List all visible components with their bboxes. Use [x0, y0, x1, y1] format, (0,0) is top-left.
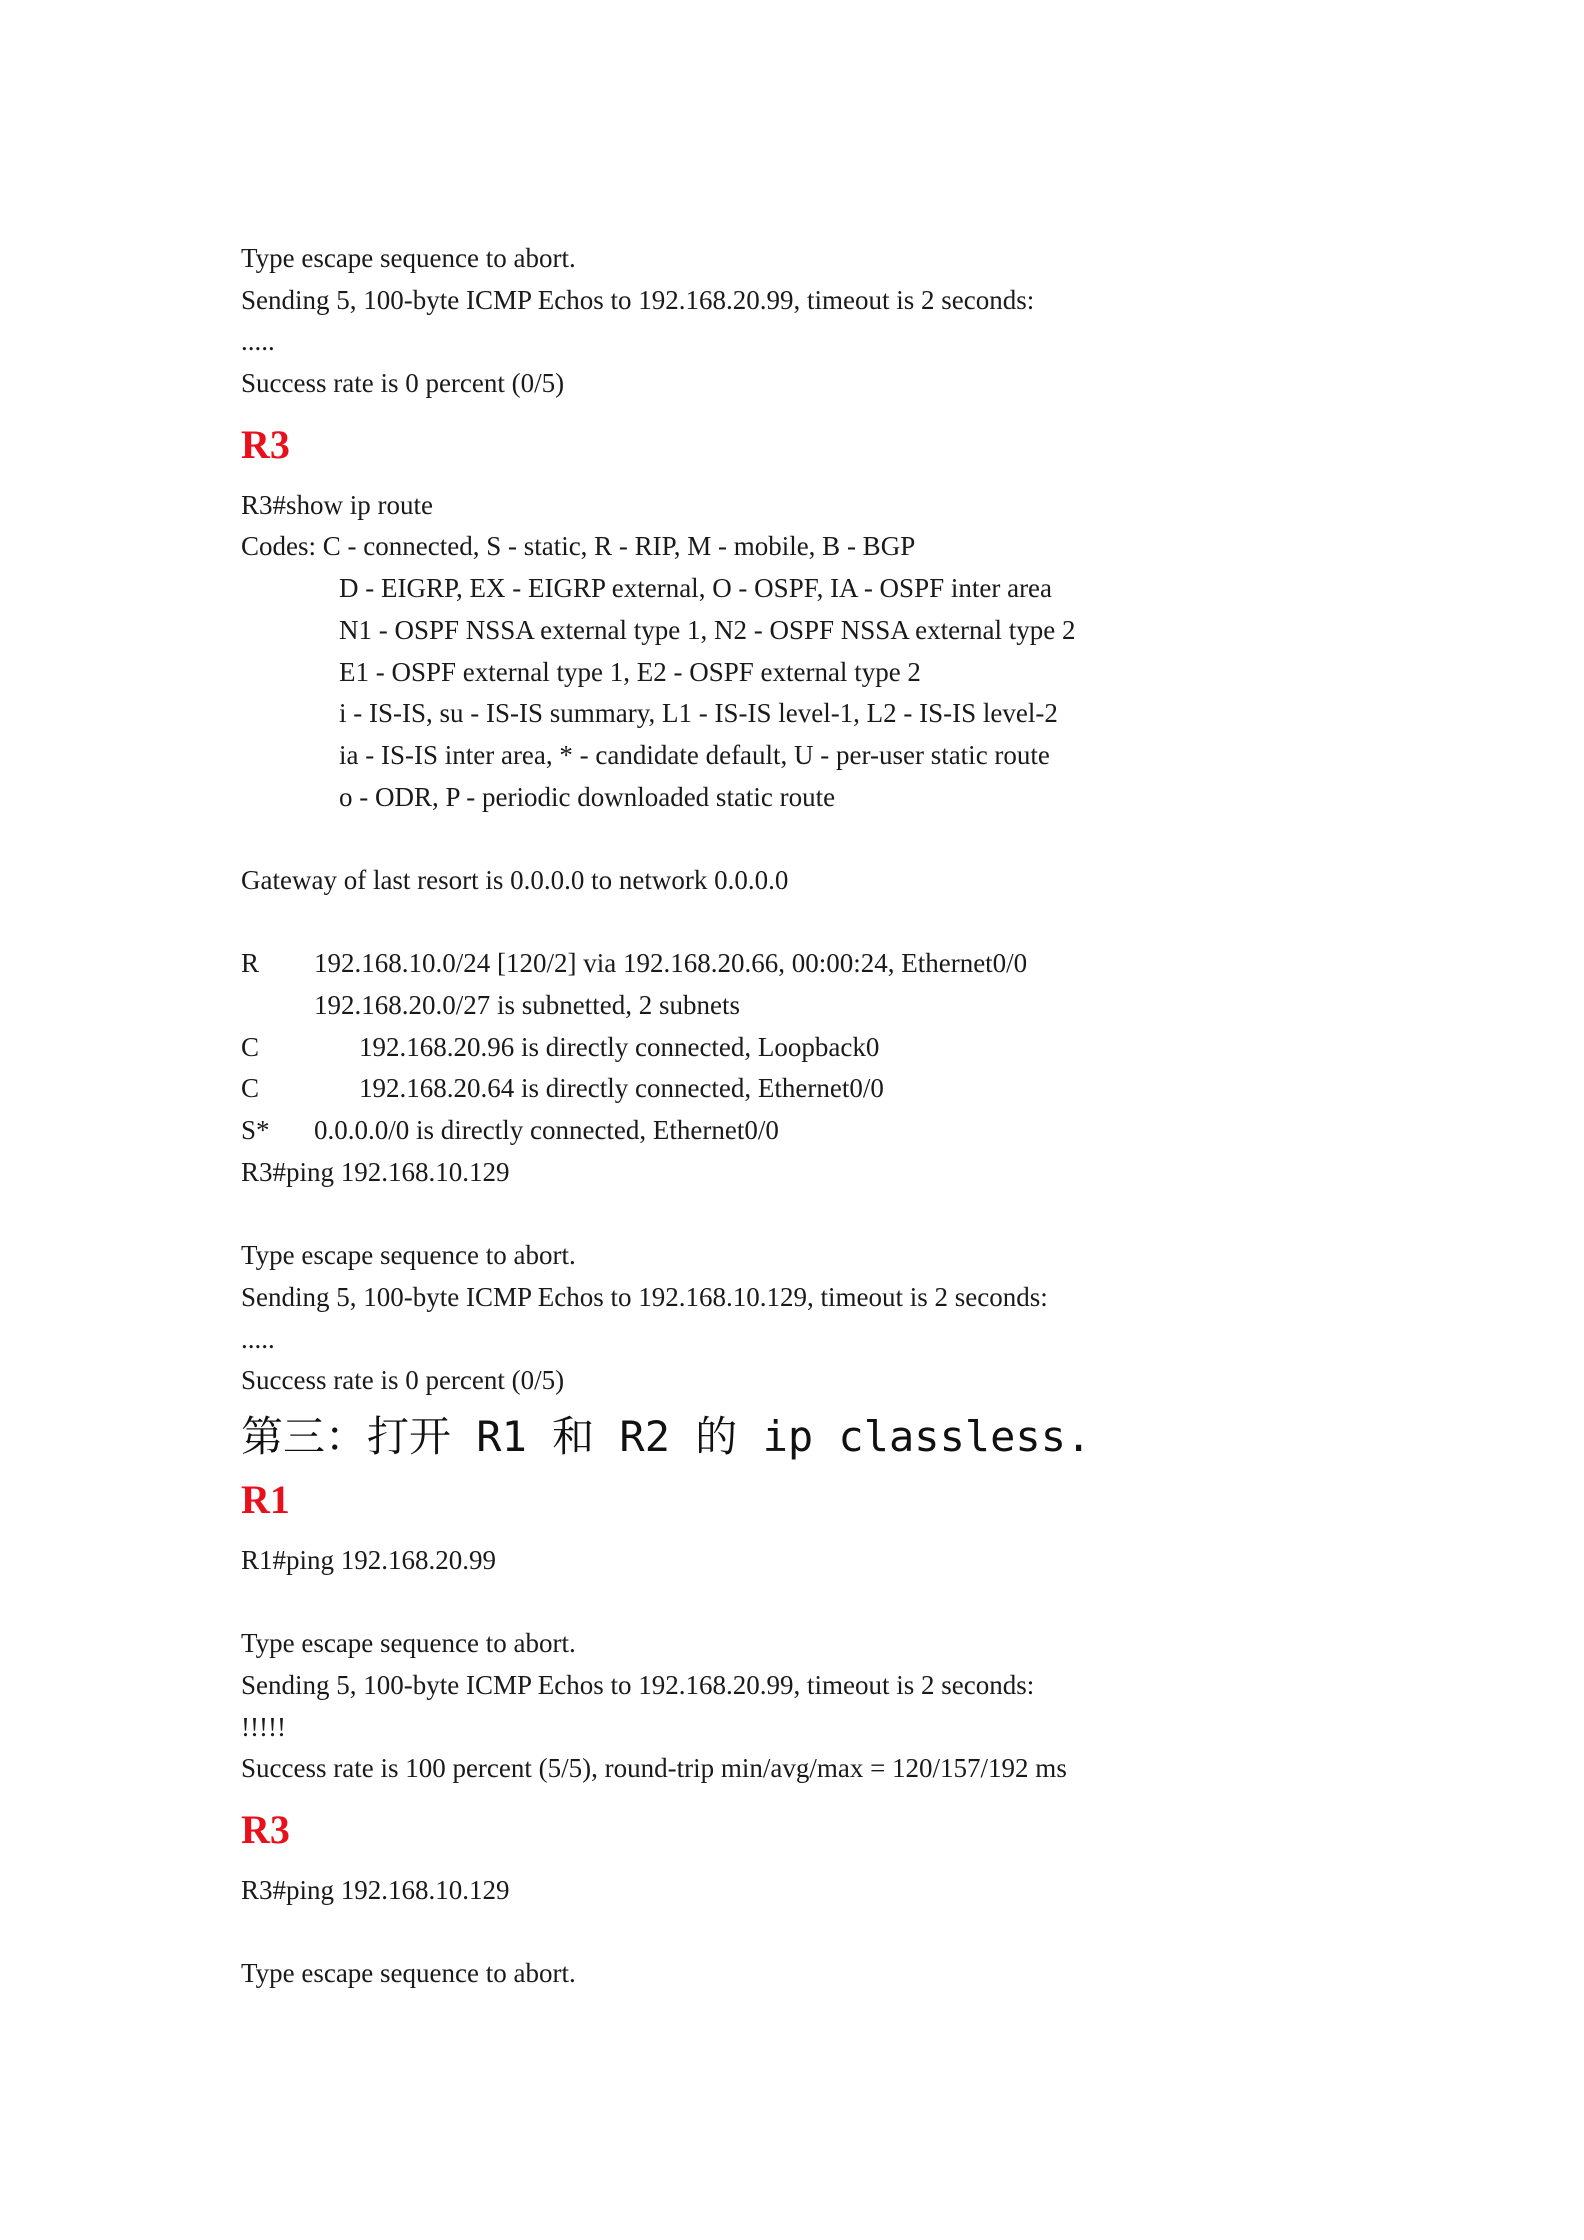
ping-line: Type escape sequence to abort.	[241, 1628, 576, 1659]
ping-output-2	[241, 1235, 1441, 1402]
blank-line	[241, 1193, 1441, 1235]
ping-line: Type escape sequence to abort.	[241, 1240, 576, 1271]
route-code	[241, 985, 314, 1027]
command-line: R3#ping 192.168.10.129	[241, 1875, 510, 1905]
route-entry	[241, 943, 1441, 985]
route-code: S*	[241, 1115, 270, 1146]
route-code: C	[241, 1073, 260, 1104]
codes-line: N1 - OSPF NSSA external type 1, N2 - OSPF NSSA external type 2	[339, 614, 1076, 645]
codes-line: D - EIGRP, EX - EIGRP external, O - OSPF, IA - OSPF inter area	[339, 573, 1053, 604]
codes-line: Codes: C - connected, S - static, R - RIP, M - mobile, B - BGP	[241, 531, 916, 562]
route-detail: 0.0.0.0/0 is directly connected, Ethernet0/0	[314, 1115, 779, 1146]
route-entry	[241, 1110, 1441, 1152]
section-heading-r3: R3	[241, 1807, 290, 1852]
ping-line: Sending 5, 100-byte ICMP Echos to 192.168.10.129, timeout is 2 seconds:	[241, 1281, 1048, 1312]
step-heading: 第三：打开 R1 和 R2 的 ip classless.	[241, 1411, 1092, 1461]
ping-line: Success rate is 0 percent (0/5)	[241, 1365, 565, 1396]
ping-line: Type escape sequence to abort.	[241, 243, 576, 273]
route-code: C	[241, 1031, 260, 1062]
ping-line: .....	[241, 1323, 275, 1354]
show-ip-route-output	[241, 485, 1441, 1194]
ping-line: Type escape sequence to abort.	[241, 1958, 576, 1989]
ping-line: .....	[241, 326, 275, 357]
r1-ping-output	[241, 1540, 1441, 1790]
document-body	[241, 238, 1441, 1995]
route-detail: 192.168.20.96 is directly connected, Loopback0	[359, 1031, 880, 1062]
section-heading-r1: R1	[241, 1476, 290, 1522]
codes-line: o - ODR, P - periodic downloaded static route	[339, 781, 836, 812]
blank-line	[241, 1582, 1441, 1624]
command-line: R3#ping 192.168.10.129	[241, 1156, 510, 1187]
ping-line: Success rate is 100 percent (5/5), round-trip min/avg/max = 120/157/192 ms	[241, 1753, 1067, 1784]
gateway-line: Gateway of last resort is 0.0.0.0 to network 0.0.0.0	[241, 864, 789, 895]
route-entry	[241, 985, 1441, 1027]
route-entry	[241, 1068, 1441, 1110]
r3-ping-output	[241, 1870, 1441, 1995]
blank-line	[241, 1912, 1441, 1954]
ping-line: Success rate is 0 percent (0/5)	[241, 368, 565, 399]
route-entry	[241, 1027, 1441, 1069]
command-line: R1#ping 192.168.20.99	[241, 1544, 497, 1575]
codes-line: ia - IS-IS inter area, * - candidate default, U - per-user static route	[339, 739, 1050, 770]
section-heading-r3: R3	[241, 421, 290, 467]
route-detail: 192.168.10.0/24 [120/2] via 192.168.20.66, 00:00:24, Ethernet0/0	[314, 948, 1028, 979]
blank-line	[241, 818, 1441, 860]
ping-line: Sending 5, 100-byte ICMP Echos to 192.168.20.99, timeout is 2 seconds:	[241, 1669, 1035, 1700]
route-detail: 192.168.20.64 is directly connected, Ethernet0/0	[359, 1073, 884, 1104]
ping-line: !!!!!	[241, 1711, 286, 1742]
codes-line: i - IS-IS, su - IS-IS summary, L1 - IS-IS level-1, L2 - IS-IS level-2	[339, 698, 1058, 729]
codes-line: E1 - OSPF external type 1, E2 - OSPF external type 2	[339, 656, 921, 687]
command-line: R3#show ip route	[241, 489, 433, 520]
ping-output-1	[241, 238, 1441, 405]
route-detail: 192.168.20.0/27 is subnetted, 2 subnets	[314, 990, 740, 1020]
blank-line	[241, 902, 1441, 944]
ping-line: Sending 5, 100-byte ICMP Echos to 192.168.20.99, timeout is 2 seconds:	[241, 284, 1035, 315]
route-code: R	[241, 948, 260, 979]
